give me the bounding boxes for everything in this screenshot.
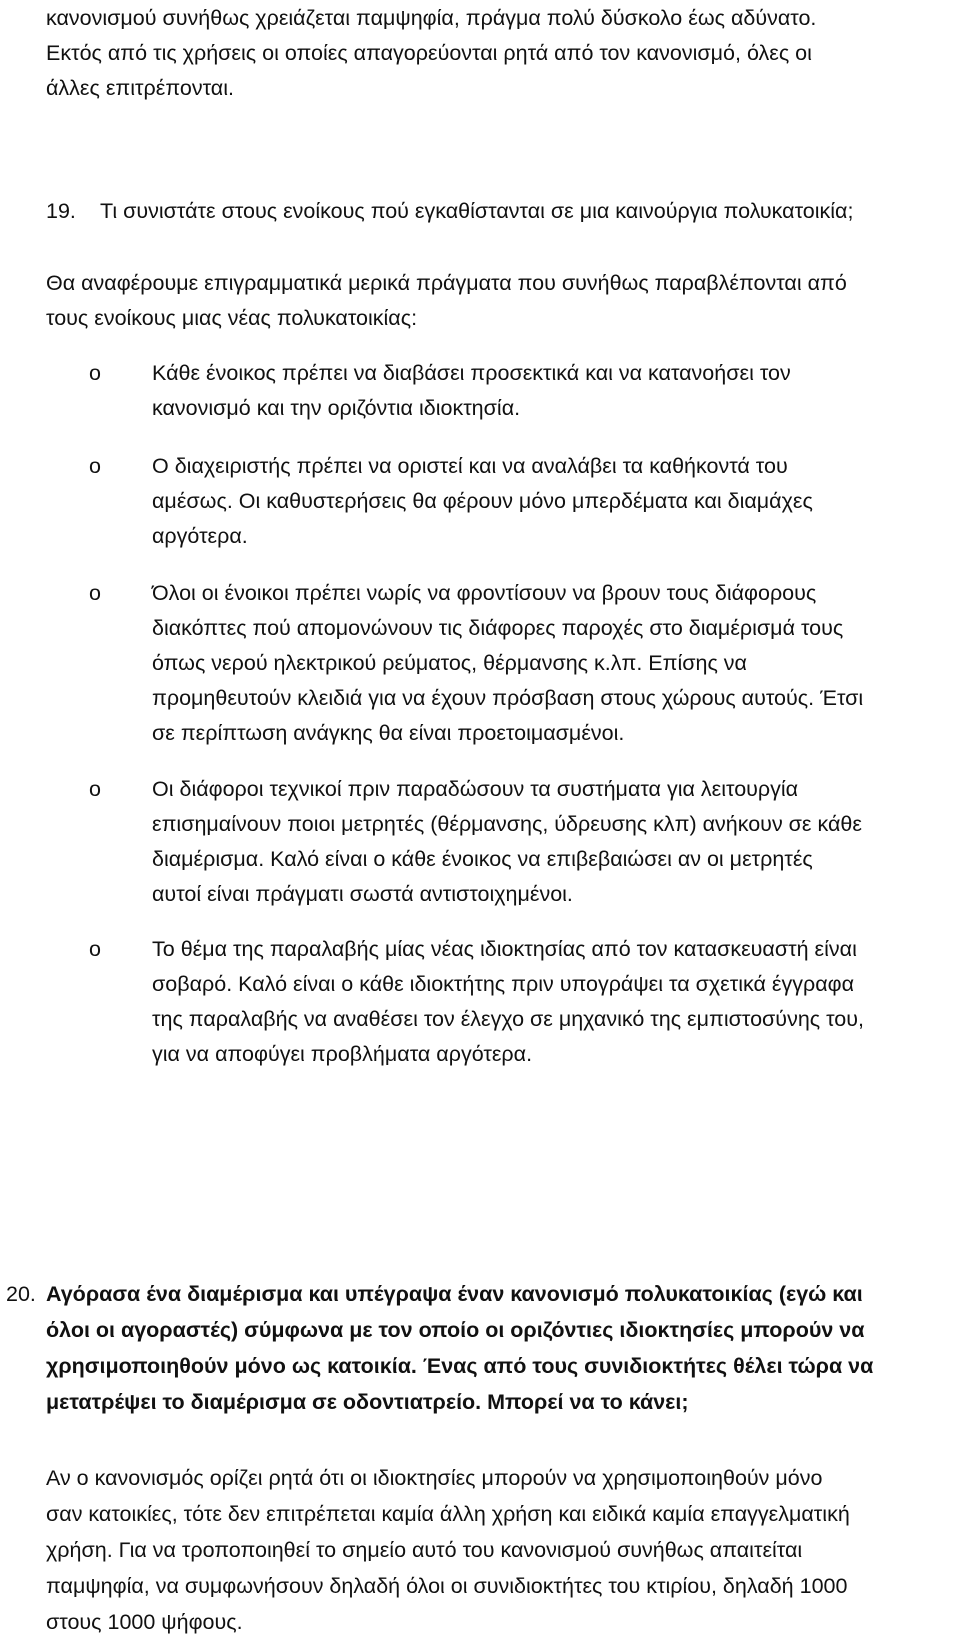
question-number: 20. xyxy=(6,1282,36,1306)
text-line: σαν κατοικίες, τότε δεν επιτρέπεται καμία άλλη χρήση και ειδικά καμία επαγγελματική xyxy=(46,1502,850,1526)
list-item xyxy=(46,449,930,554)
text-line: άλλες επιτρέπονται. xyxy=(46,76,234,100)
intro-paragraph xyxy=(46,1,926,106)
text-line: διαμέρισμα. Καλό είναι ο κάθε ένοικος να επιβεβαιώσει αν οι μετρητές xyxy=(152,847,813,871)
list-item xyxy=(46,356,930,426)
list-item-text xyxy=(152,576,930,751)
text-line: αργότερα. xyxy=(152,524,248,548)
text-line: στους 1000 ψήφους. xyxy=(46,1610,243,1634)
question-text xyxy=(46,1276,930,1420)
text-line: παμψηφία, να συμφωνήσουν δηλαδή όλοι οι συνιδιοκτήτες του κτιρίου, δηλαδή 1000 xyxy=(46,1574,848,1598)
text-line: όπως νερού ηλεκτρικού ρεύματος, θέρμανσης κ.λπ. Επίσης να xyxy=(152,651,747,675)
list-item xyxy=(46,932,930,1072)
question-20-answer xyxy=(46,1460,926,1640)
list-item xyxy=(46,576,930,751)
bullet-icon: o xyxy=(89,361,101,385)
text-line: μετατρέψει το διαμέρισμα σε οδοντιατρείο. Μπορεί να το κάνει; xyxy=(46,1390,689,1414)
text-line: Οι διάφοροι τεχνικοί πριν παραδώσουν τα συστήματα για λειτουργία xyxy=(152,777,799,801)
list-item-text xyxy=(152,772,930,912)
text-line: αμέσως. Οι καθυστερήσεις θα φέρουν μόνο μπερδέματα και διαμάχες xyxy=(152,489,813,513)
text-line: σοβαρό. Καλό είναι ο κάθε ιδιοκτήτης πριν υπογράψει τα σχετικά έγγραφα xyxy=(152,972,855,996)
text-line: αυτοί είναι πράγματι σωστά αντιστοιχημένοι. xyxy=(152,882,573,906)
text-line: Θα αναφέρουμε επιγραμματικά μερικά πράγματα που συνήθως παραβλέπονται από xyxy=(46,271,847,295)
question-number: 19. xyxy=(46,199,76,223)
text-line: χρήση. Για να τροποποιηθεί το σημείο αυτό του κανονισμού συνήθως απαιτείται xyxy=(46,1538,803,1562)
text-line: Αν ο κανονισμός ορίζει ρητά ότι οι ιδιοκτησίες μπορούν να χρησιμοποιηθούν μόνο xyxy=(46,1466,823,1490)
text-line: Αγόρασα ένα διαμέρισμα και υπέγραψα έναν κανονισμό πολυκατοικίας (εγώ και xyxy=(46,1282,863,1306)
bullet-icon: o xyxy=(89,777,101,801)
text-line: κανονισμού συνήθως χρειάζεται παμψηφία, πράγμα πολύ δύσκολο έως αδύνατο. xyxy=(46,6,817,30)
text-line: Όλοι οι ένοικοι πρέπει νωρίς να φροντίσουν να βρουν τους διάφορους xyxy=(152,581,817,605)
list-item-text xyxy=(152,356,930,426)
text-line: προμηθευτούν κλειδιά για να έχουν πρόσβαση στους χώρους αυτούς. Έτσι xyxy=(152,686,864,710)
text-line: επισημαίνουν ποιοι μετρητές (θέρμανσης, ύδρευσης κλπ) ανήκουν σε κάθε xyxy=(152,812,862,836)
bullet-icon: o xyxy=(89,454,101,478)
list-item xyxy=(46,772,930,912)
question-20-heading xyxy=(6,1276,930,1420)
text-line: Το θέμα της παραλαβής μίας νέας ιδιοκτησίας από τον κατασκευαστή είναι xyxy=(152,937,857,961)
question-19-lead xyxy=(46,266,926,336)
list-item-text xyxy=(152,932,930,1072)
text-line: χρησιμοποιηθούν μόνο ως κατοικία. Ένας από τους συνιδιοκτήτες θέλει τώρα να xyxy=(46,1354,874,1378)
bullet-icon: o xyxy=(89,581,101,605)
list-item-text xyxy=(152,449,930,554)
text-line: διακόπτες πού απομονώνουν τις διάφορες παροχές στο διαμέρισμά τους xyxy=(152,616,844,640)
bullet-icon: o xyxy=(89,937,101,961)
text-line: όλοι οι αγοραστές) σύμφωνα με τον οποίο οι οριζόντιες ιδιοκτησίες μπορούν να xyxy=(46,1318,865,1342)
text-line: Ο διαχειριστής πρέπει να οριστεί και να αναλάβει τα καθήκοντά του xyxy=(152,454,788,478)
question-19-heading xyxy=(46,193,930,229)
text-line: Κάθε ένοικος πρέπει να διαβάσει προσεκτικά και να κατανοήσει τον xyxy=(152,361,791,385)
text-line: για να αποφύγει προβλήματα αργότερα. xyxy=(152,1042,533,1066)
text-line: της παραλαβής να αναθέσει τον έλεγχο σε μηχανικό της εμπιστοσύνης του, xyxy=(152,1007,864,1031)
text-line: Εκτός από τις χρήσεις οι οποίες απαγορεύονται ρητά από τον κανονισμό, όλες οι xyxy=(46,41,812,65)
text-line: Τι συνιστάτε στους ενοίκους πού εγκαθίστανται σε μια καινούργια πολυκατοικία; xyxy=(100,199,854,223)
text-line: τους ενοίκους μιας νέας πολυκατοικίας: xyxy=(46,306,418,330)
text-line: κανονισμό και την οριζόντια ιδιοκτησία. xyxy=(152,396,521,420)
question-text xyxy=(100,193,930,229)
text-line: σε περίπτωση ανάγκης θα είναι προετοιμασμένοι. xyxy=(152,721,625,745)
